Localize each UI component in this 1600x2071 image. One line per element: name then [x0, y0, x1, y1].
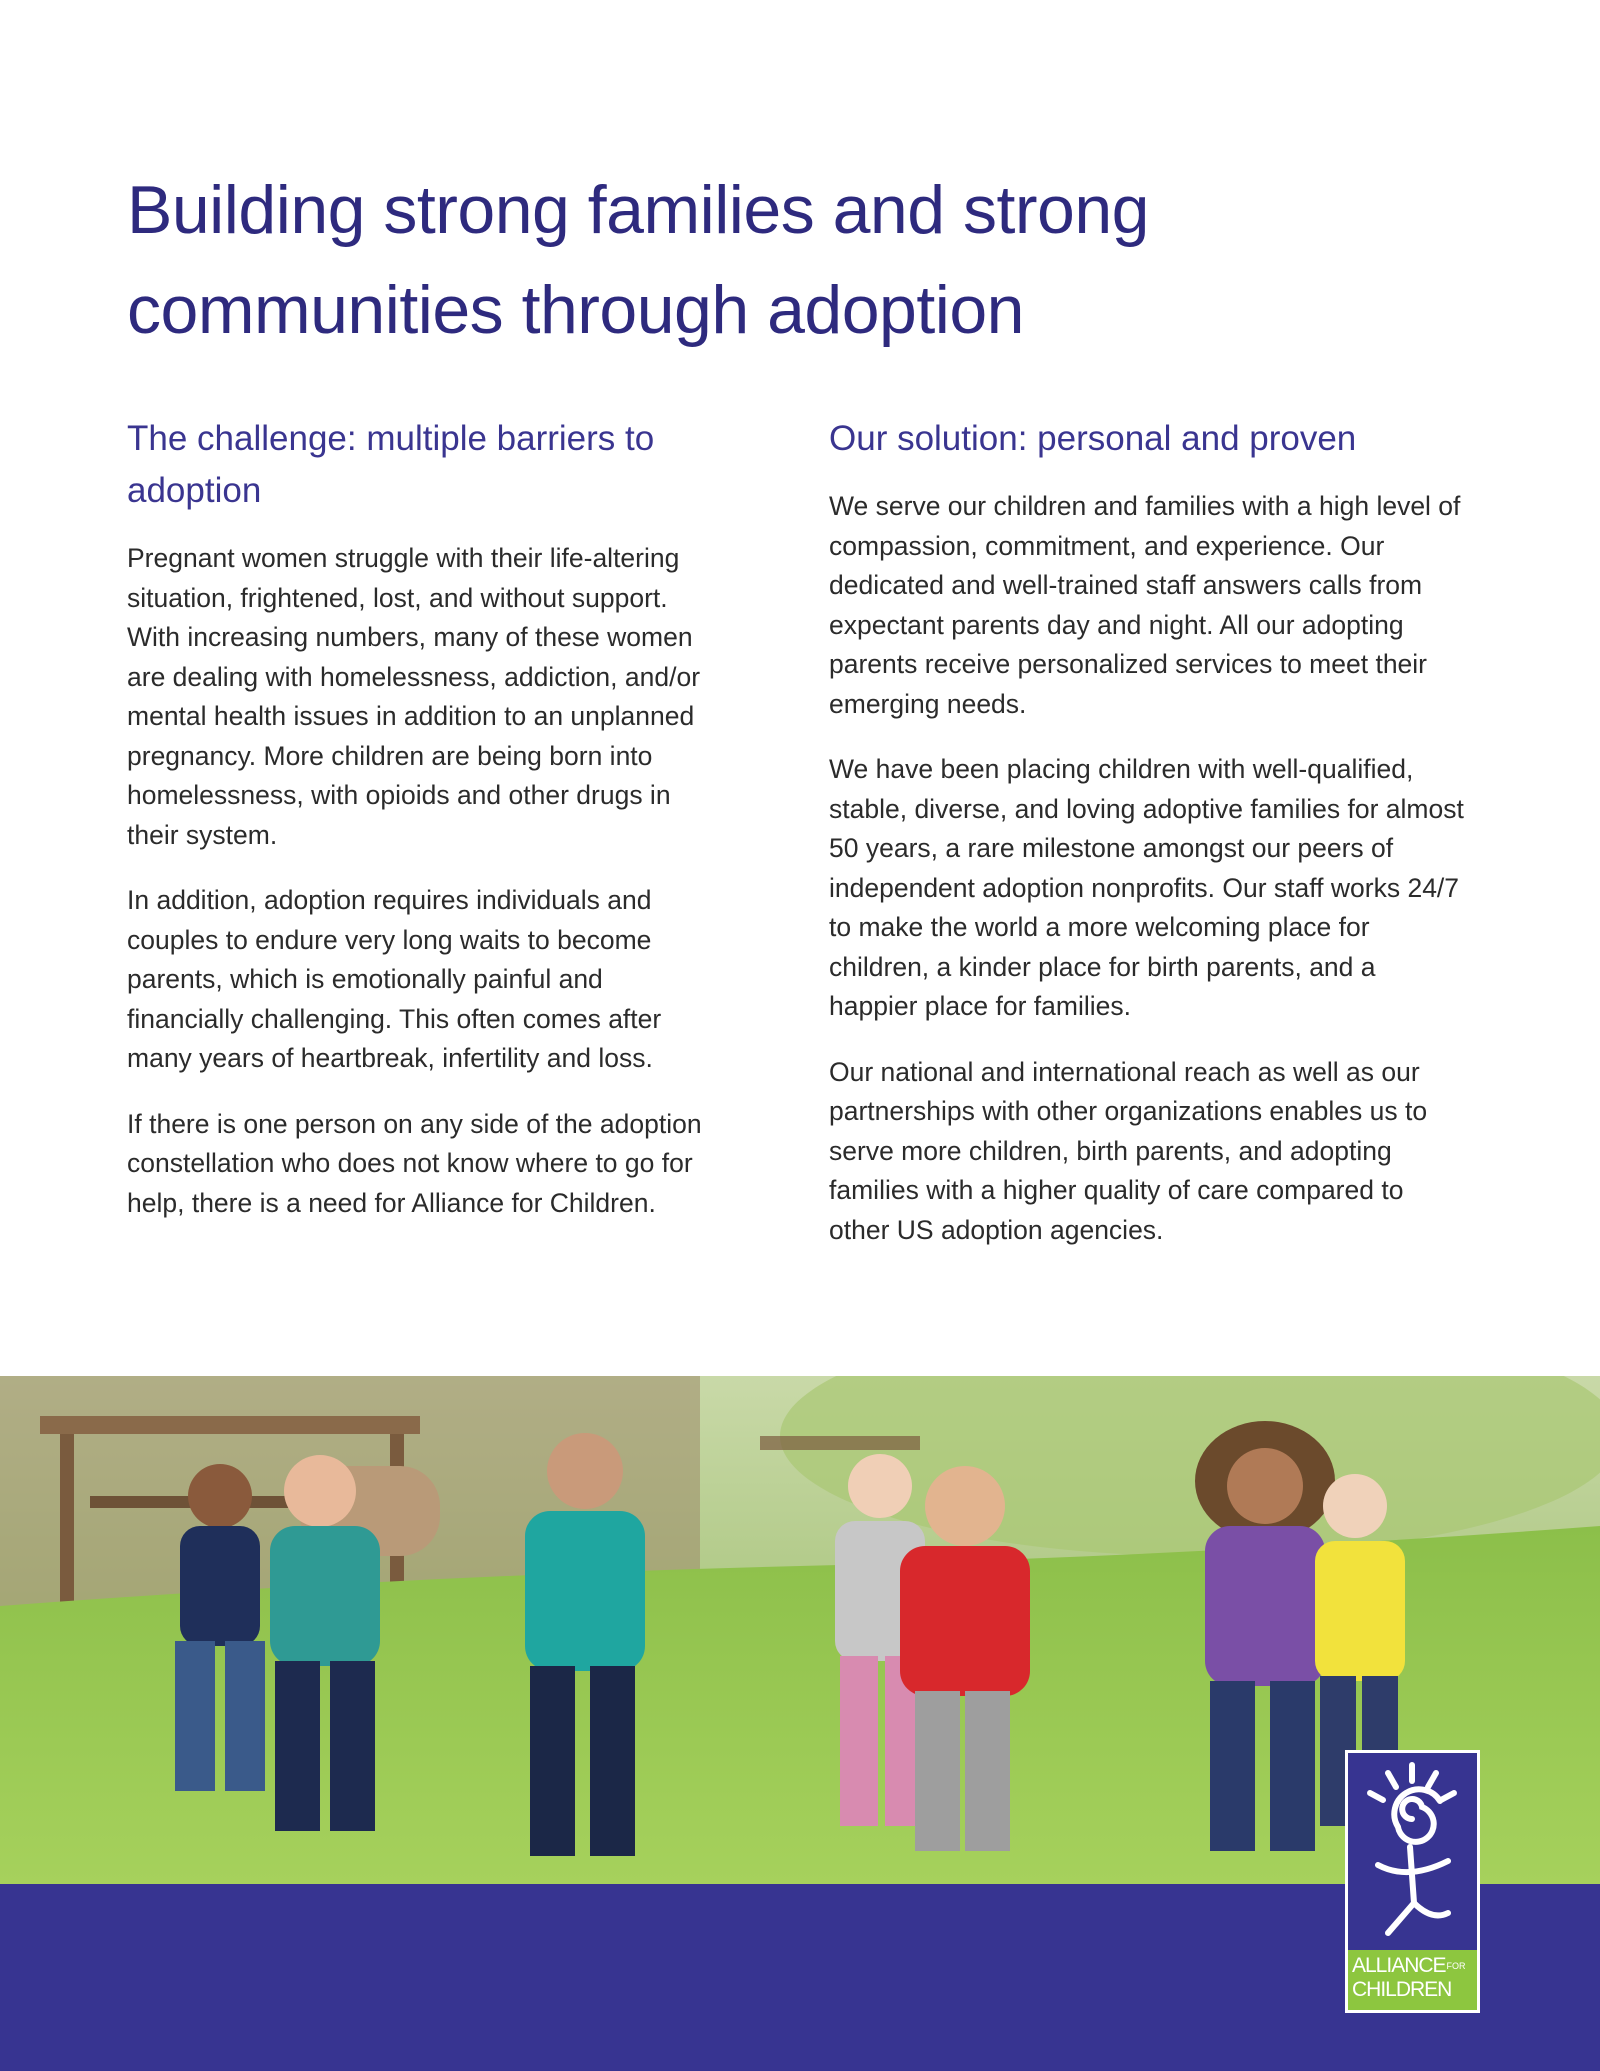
logo-wordmark — [1348, 1950, 1477, 2010]
solution-section — [829, 413, 1469, 1276]
solution-paragraph-2: We have been placing children with well-qualified, stable, diverse, and loving adoptive families for almost 50 years, a rare milestone amongst our peers of independent adoption nonprofits. Our staff works 24/7 to make the world a more welcoming place for children, a kinder place for birth parents, and a happier place for families. — [829, 754, 1464, 1021]
logo-line-alliance: ALLIANCE — [1352, 1954, 1446, 1977]
challenge-heading: The challenge: multiple barriers to adoption — [127, 419, 655, 510]
logo-line-children: CHILDREN — [1352, 1978, 1452, 2002]
challenge-section — [127, 413, 712, 1249]
challenge-paragraph-3: If there is one person on any side of the adoption constellation who does not know where to go for help, there is a need for Alliance for Children. — [127, 1108, 702, 1218]
solution-paragraph-3: Our national and international reach as well as our partnerships with other organizations enables us to serve more children, birth parents, and adopting families with a higher quality of care compared to other US adoption agencies. — [829, 1056, 1428, 1245]
page-title: Building strong families and strong communities through adoption — [127, 172, 1149, 348]
challenge-paragraph-2: In addition, adoption requires individuals and couples to endure very long waits to become parents, which is emotionally painful and financially challenging. This often comes after many years of heartbreak, infertility and loss. — [127, 885, 662, 1073]
logo-line-for: FOR — [1446, 1961, 1466, 1972]
alliance-logo — [1345, 1750, 1480, 2013]
child-figure-icon — [1348, 1753, 1477, 1950]
solution-heading: Our solution: personal and proven — [829, 419, 1357, 458]
solution-paragraph-1: We serve our children and families with a high level of compassion, commitment, and experience. Our dedicated and well-trained staff answers calls from expectant parents day and night. All our adopting parents receive personalized services to meet their emerging needs. — [829, 491, 1461, 719]
challenge-paragraph-1: Pregnant women struggle with their life-altering situation, frightened, lost, and without support. With increasing numbers, many of these women are dealing with homelessness, addiction, and/or mental health issues in addition to an unplanned pregnancy. More children are being born into homelessness, with opioids and other drugs in their system. — [127, 543, 701, 850]
